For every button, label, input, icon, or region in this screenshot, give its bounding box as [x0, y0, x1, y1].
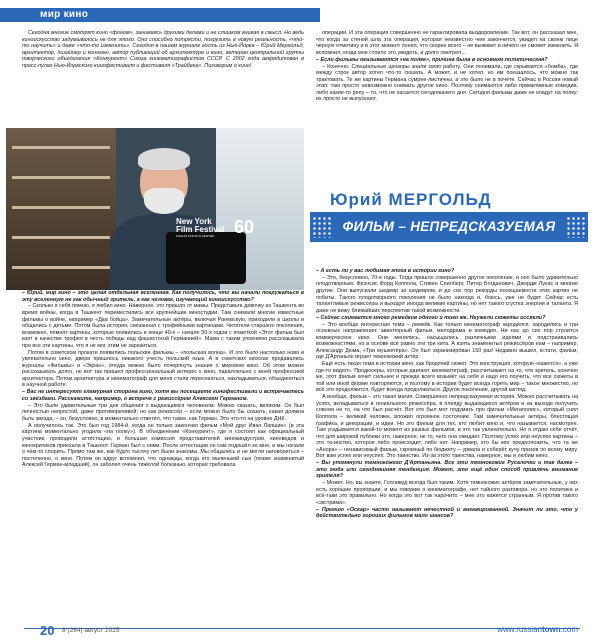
festival-tshirt	[166, 232, 246, 284]
question-paragraph: – Сейчас снимается много ремейков одного и того же. Неужели сюжеты иссякли?	[316, 314, 546, 321]
logo-line-1: New York	[176, 217, 212, 226]
author-name: Юрий МЕРГОЛЬД	[330, 190, 492, 209]
question-paragraph: – Юрий, мир кино – это целая отдельная вселенная. Как получилось, что вы начали погружаться в эту вселенную не как обычный зритель, а как человек, изучающий киноискусство?	[22, 290, 304, 303]
question-paragraph: – Вас не интересуют гламурная сторона кино, хотя вы посещаете кинофестивали и встречаетесь со звёздами. Расскажите, например, о встрече с режиссёром Алексеем Германом.	[22, 389, 304, 402]
question-paragraph: – Вы упомянули темнокожего Д'Артаньяна. Все эти темнокожие Русалочки и так далее – это мода или сегодняшняя тенденция. Может, это ещё один способ привлечь внимание зрителя?	[316, 460, 578, 480]
column-bottom-right	[316, 268, 578, 612]
question-paragraph: – А есть ли у вас любимая эпоха в истории кино?	[316, 268, 455, 274]
text-paragraph: Ещё есть такая тема в истории кино, как бродячий сюжет. Это конструкция, которую «кажется», а уже где-то видел». Продюсеры, которые двигают кинематограф, рассчитывают на то, что зритель, конечно же, этот фильм хочет сильнее и прежде всего возьмёт на себя и надо его поучить, что все сюжеты в той или иной форме повторяются, и поэтому в истории будет всегда гореть мир – такое множество, но всё это продолжится, будет всегда продолжаться. Другое поколение, другой взгляд.	[316, 361, 578, 394]
site-suffix: .com	[560, 625, 578, 634]
issue-info: 8 (264) август 2025	[62, 627, 120, 634]
section-header	[0, 0, 600, 22]
text-paragraph: – Это вообще интересная тема – ремейк. Как только кинематограф зародился, зародились и три основных направления: авантюрный фильм, мелодрама и комедия. Ни нас до сих пор строится коммерческое кино. Они менялись, насыщались различными идеями и подстраивались возможностями, но в основе всё равно эти три кита. А взять знаменитых режиссёров нам – например, Александр Дюма, «Три мушкетёра». Он был экранизирован 150 раз! Недавно вышел, кстати, фильм, где Д'Артаньян играет темнокожий актёр.	[316, 321, 578, 361]
section-title: мир кино	[40, 9, 89, 20]
text-paragraph: – Может. Но, вы знаете, Голливуд всегда был таким. Хотя темнокожих актёров замечательные, у них есть хорошие пропорции, и мы говорим о кинематографе, нет тайного разговора, но это политика и всё-таки это правильно. Но когда это вот так нарочито – мне это кажется странным. Я против такого «экстрима».	[316, 480, 578, 506]
intro-column	[22, 30, 304, 120]
banner-dots-right	[566, 216, 586, 238]
article-title: ФИЛЬМ – НЕПРЕДСКАЗУЕМАЯ ИСТОРИЯ	[342, 219, 556, 264]
text-paragraph: А вообще, фильм – это такая магия. Совершенно непредсказуемая история. Можно рассчитывать на успех, вкладываться в гениального режиссёра, в плеяду выдающихся актёров и на выходе получить совсем не то, на что был расчёт. Вот кто был мот подумать про фильм «Мегаполис», который снял Коппола – великий человек, вложил огромное состояние. Там замечательные актёры, блестящая графика, и декорации, и идеи. Но это фильм для тех, кто любит кино и, что называется, насмотрен. Там угадывается какой-то момент из разных фильмов, и это так увлекательно. Но я отдаю себе отчёт, что для широкой публики это, наверное, не то, чего она ожидает. Поэтому успех или неуспех картины – это та-инство, которое либо происходит, либо нет. Например, кто бы мог предположить, что та же «Анора» – независимый фильм, скромный по бюджету – урвала и соберёт кучу призов по всему миру. Вот вам успех или неуспех. Это таинство. Из-за этого таинства, наверное, мы и любим кино.	[316, 394, 578, 460]
author-photo	[6, 128, 304, 290]
logo-line-3: FILM AT LINCOLN CENTER	[176, 234, 215, 238]
column-bottom-left	[22, 290, 304, 610]
bookshelf	[6, 128, 116, 290]
festival-logo	[176, 218, 256, 238]
site-bold: town	[541, 625, 561, 634]
text-paragraph: Потом в советском прокате появились польские фильмы – «польская волна». И это было настолько ново и увлекательно кино, двери пришлось никакого учесть польский язык. А в советских киосках продавались журналы «Фильмы» и «Экран», откуда можно было почерпнуть знания о мировом кино. Об этом можно рассказывать долго, но вот так пришел профессиональный интерес к кино, параллельно с моей профессией архитектора. Потом архитектура и кинематограф для меня стали пересекаться, накладываться, объединяться в научной работе.	[22, 349, 304, 389]
question-paragraph: – Если фильмы оказываются «на полке», причина была в основном политическая?	[316, 56, 548, 63]
text-paragraph: А получилось так. Это был год 1984-й, когда он только закончил фильм «Мой друг Иван Лапшин» (и эта картина моментально угодила «на полку»). В объединении «Конкурент», где я состоял как официальный участник, проводили аттестацию, и большая комиссия представителей кинокиндустрии, киноведов и кинокритиков приехала в Ташкент. Герман был с ними. После аттестации он сам подошёл ко мне, и мы начали о чём-то спорить. Прямо там же, как будто тысячу лет были знакомы. Мы общались и не могли наговориться – постепенно, о кино. Потом он вдруг вспомнил, что однажды, когда его маленький сын (позже знаменитый Алексей Герман-младший), он заболел очень тяжёлой болезнью, которая требовала	[22, 422, 304, 469]
title-banner	[310, 212, 588, 264]
text-paragraph: операции. И эта операция совершенно не гарантировала выздоровление. Так вот, он рассказал мне, что когда за стеной шла эта операция, которая неизвестно чем закончится, увидел на своем лице черную отметину и в этот момент понял, что скорее всего – не выживет и ничего не сможет изменить. Я вспомнил, когда мне стоило это увидеть, и долго смотрел…	[316, 30, 578, 56]
text-paragraph: – Это были удивительные три дня общения с выдающимся человеком. Можно сказать, великим. Он был личностью непростой, даже противоречивой; но как режиссёр – если можно было бы сказать, какая должна быть звезда, – он, безусловно, в моментально ответил, что такие, как Герман. Это что-то на уровне ДНК.	[22, 402, 304, 422]
text-paragraph: – Конечно. Специальные цензоры знали свою работу. Они понимали, где скрывается «бомба», где между строк автор хотел что-то сказать. А может, и не хотел, но им показалось, что можно так трактовать. Те же картины Германа сумрее-листичны, а это было не в почёте. Сейчас в России новый этап: там просто невозможно снимать другое кино. Поэтому снимаются либо примитивные комедии, либо какие-то репу – то, что не касается сегодняшнего дня. Сегодня фильмы даже не кладут на полку: их просто не выпускают.	[316, 63, 578, 103]
logo-number: 60	[234, 217, 255, 237]
logo-line-2: Film Festival	[176, 225, 225, 234]
question-paragraph: – Премию «Оскар» часто называют нечестной и ангажированной. Значит ли это, что у действительно хороших фильмов мало шансов?	[316, 506, 578, 520]
column-top-right	[316, 30, 578, 188]
banner-dots-left	[312, 216, 332, 238]
website-link[interactable]	[497, 625, 578, 635]
page-number: 20	[40, 623, 55, 638]
intro-paragraph: Сегодня многие смотрят кино «фоном», занимаясь другими делами и не слишком вникая в смысл. Но ведь киноискусство задумывалось не для этого. Оно способно потрясти, погрузить в новую реальность, «что-то научить» и даже «что-то изменить». Сегодня в нашем журнале гость из Нью-Йорка – Юрий Мерголъд, архитектор, дизайнер и киноман, автор публикаций об архитектуре и кино, ветеран центральной группы творческого объединения «Конкурент» Союза кинематографистов СССР. С 2002 года аккредитован в пресс-пулах Нью-Йоркского кинофестиваля и фестиваля «Трайбека». Поговорим о кино!	[22, 30, 304, 69]
text-paragraph: – Сколько я себя помню, я любил кино. Наверное, это пришло от мамы. Представьте девочку из Ташкента во время войны, когда в Ташкент переместились все крупнейшие киностудии. Там снимали многие известные фильмы о войне, например «Два бойца». Замечательные актёры, включая Раневскую, приходили в школы и общались с детьми. Потом была история, связанная с трофейными картинами. Читатели старшего поколения, возможно, помнят картины, которые появились в конце 40-х – начале 50-х годов с пометкой «Этот фильм был взят в качестве трофея в честь победы над фашистской Германией». Мама с таким упоением рассказывала про все эти картины, что я не мог этим не заразиться.	[22, 303, 304, 349]
site-prefix: www.russian	[497, 625, 542, 634]
text-paragraph: – Это, безусловно, 70-е годы. Тогда пришло совершенно другое поколение, и оно было удивительно плодотворным. Фрэнсис Форд Коппола, Стивен Спилберг, Питер Богданович, Джордж Лукас и многие другие. Они выпускали шедевр за шедевром, и до сих пор рекорды посещаемости этих картин не побиты. Такого плодотворного поколения не было никогда и, боюсь, уже не будет. Сейчас есть талантливые режиссёры и выходят иногда великие картины, но нет такого сгустка энергии и таланта. Я даже не вижу ближайших перспектив такой возможности.	[316, 274, 578, 314]
